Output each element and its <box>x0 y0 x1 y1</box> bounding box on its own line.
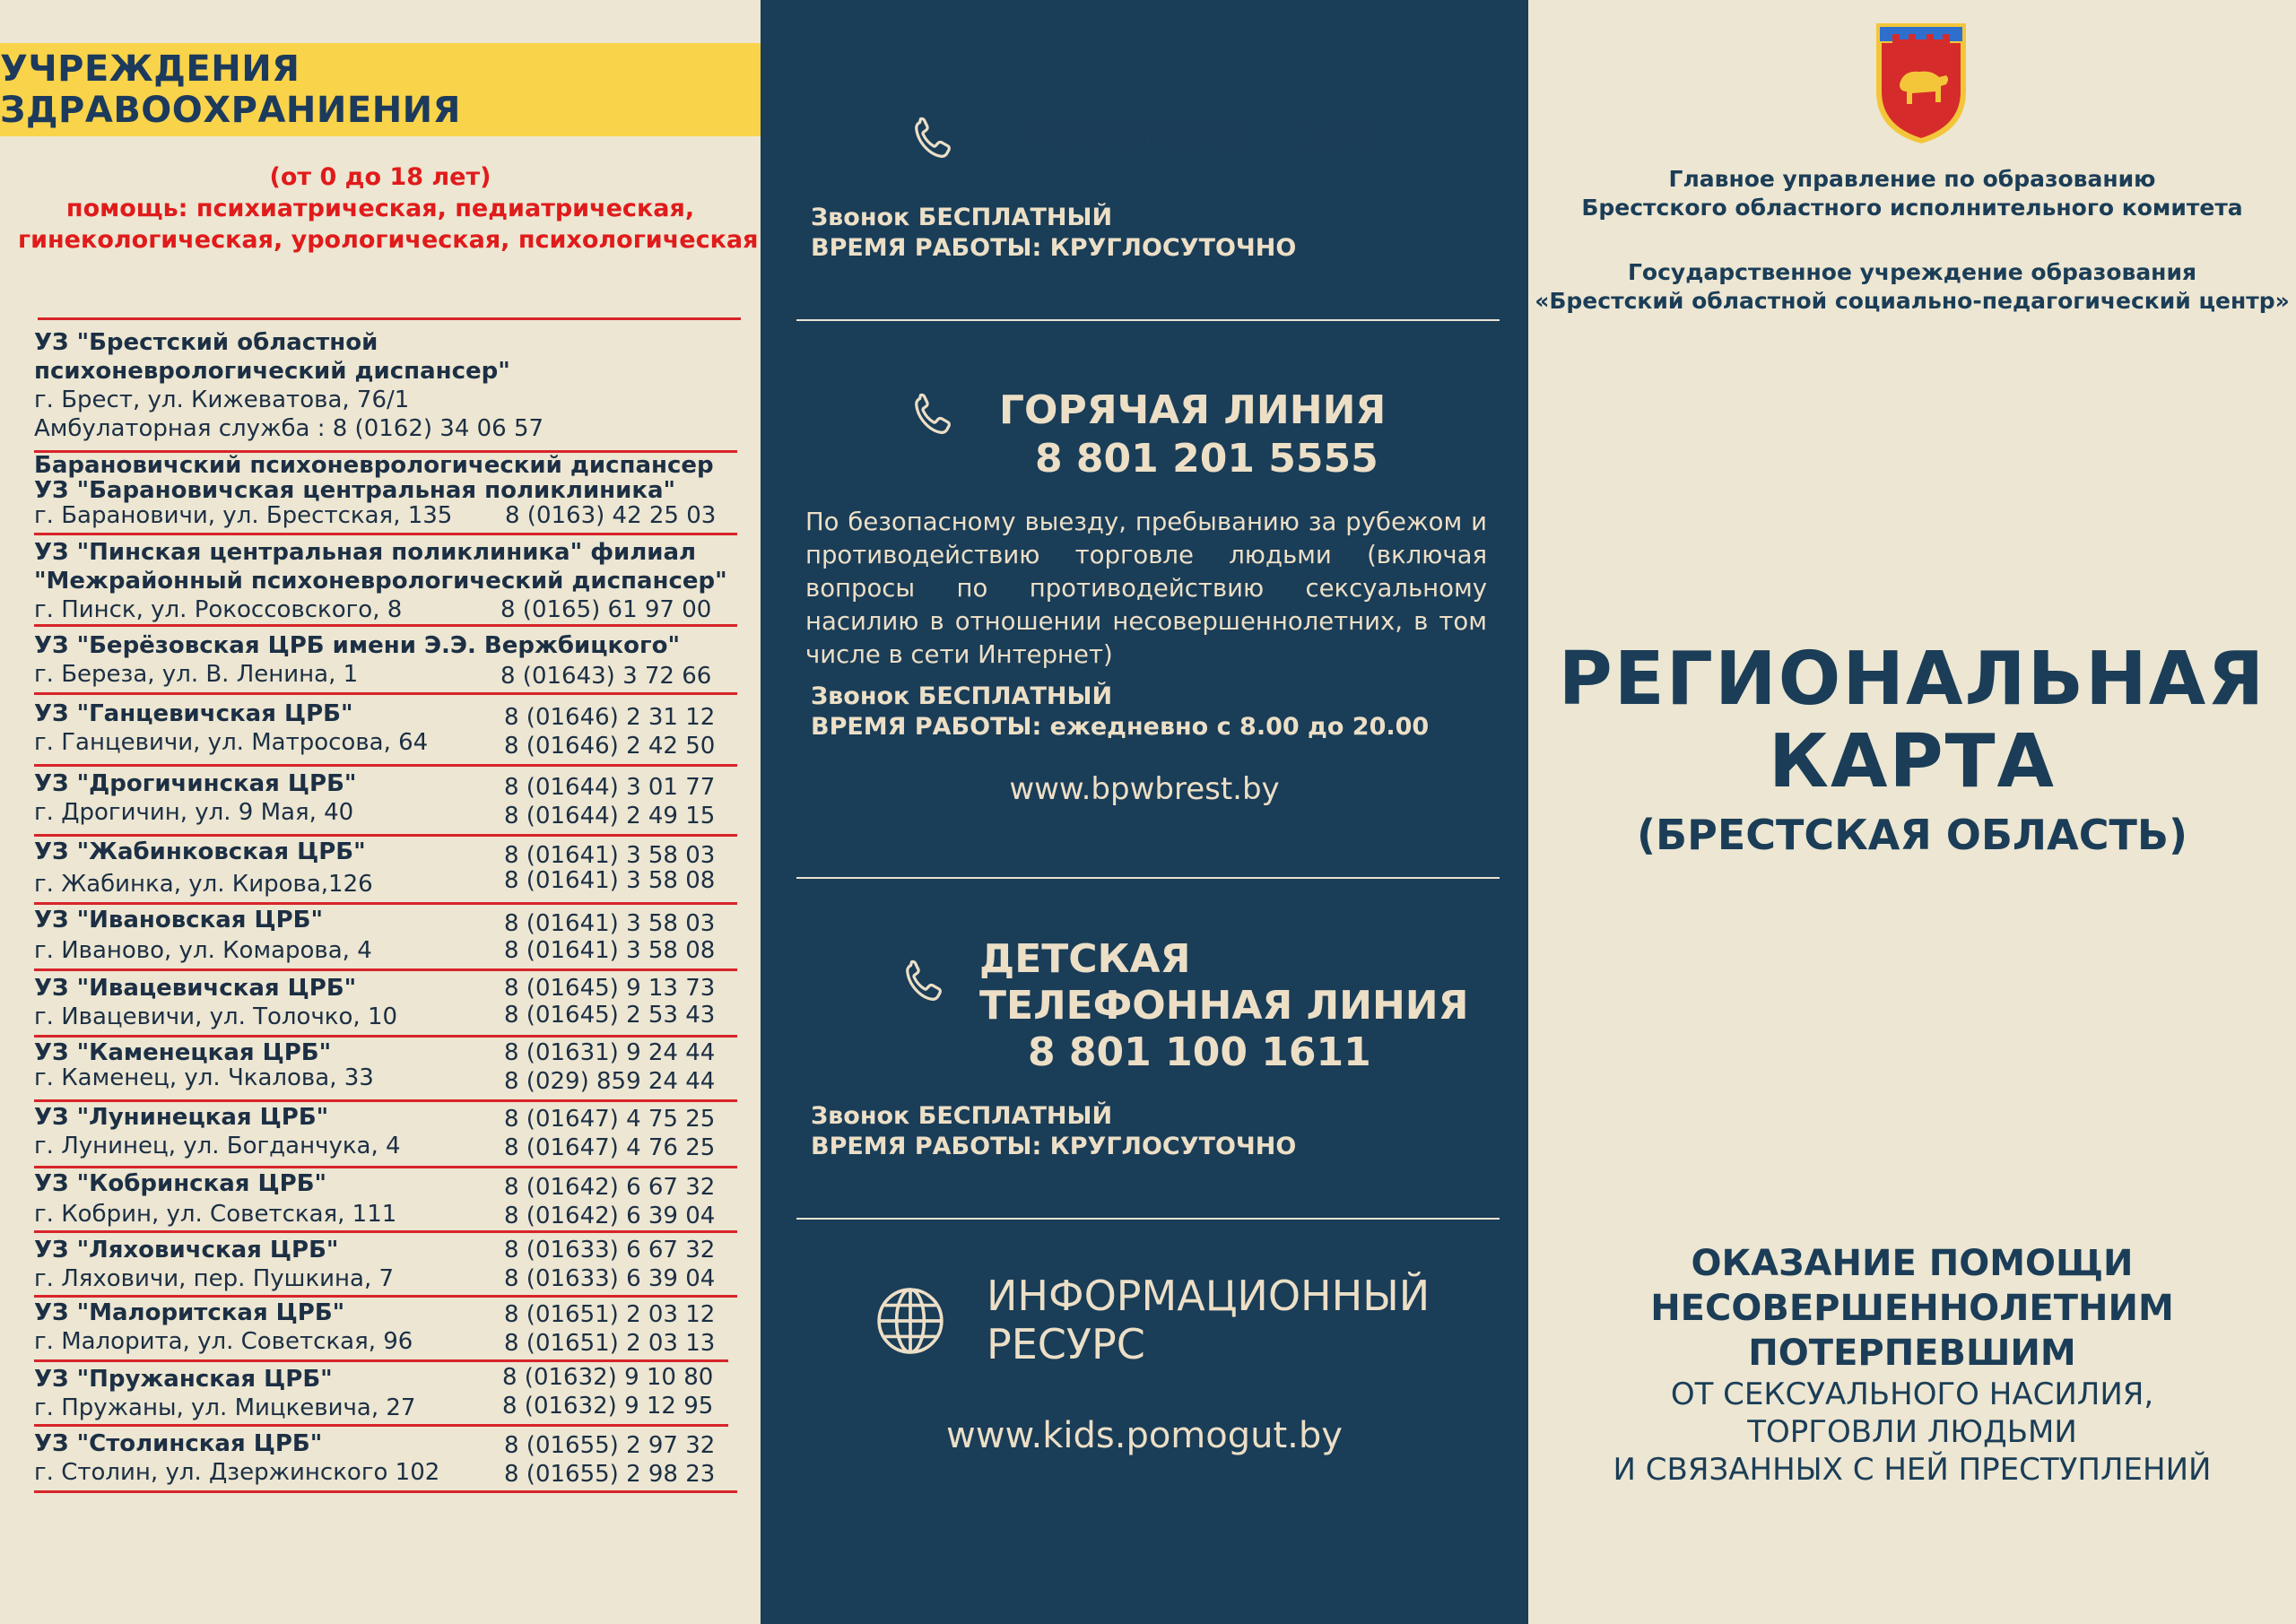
hotline-description: По безопасному выезду, пребыванию за рубежом и противодействию торговле людьми (включая вопросы по противодействию сексуальному насилию в отношении несовершеннолетних, в том числе в сети Интернет) <box>805 508 1487 669</box>
clinic-name: УЗ "Ивацевичская ЦРБ" <box>34 975 357 1002</box>
clinic-phone: 8 (01631) 9 24 44 <box>504 1039 716 1066</box>
clinic-name: "Межрайонный психоневрологический диспансер" <box>34 568 727 595</box>
clinic-address: г. Иваново, ул. Комарова, 4 <box>34 937 372 964</box>
globe-icon <box>874 1284 947 1358</box>
hotline-hours: ВРЕМЯ РАБОТЫ: ежедневно с 8.00 до 20.00 <box>811 713 1430 741</box>
clinic-name: УЗ "Барановичская центральная поликлиника" <box>34 477 676 504</box>
clinic-entry <box>34 769 743 827</box>
clinic-entry <box>34 974 743 1031</box>
info-resource-link[interactable]: www.kids.pomogut.by <box>946 1415 1343 1456</box>
help-heading-line-2: НЕСОВЕРШЕННОЛЕТНИМ <box>1650 1288 2174 1329</box>
clinic-phone: 8 (01632) 9 10 80 <box>502 1364 714 1391</box>
clinic-address: г. Кобрин, ул. Советская, 111 <box>34 1201 397 1228</box>
title-panel <box>1528 0 2296 1624</box>
org-name-2-line-1: Государственное учреждение образования <box>1627 259 2197 285</box>
info-resource-title-2: РЕСУРС <box>987 1320 1145 1368</box>
hotline-number: 8 801 201 5555 <box>1035 436 1378 482</box>
clinic-phone: 8 (01655) 2 98 23 <box>504 1461 716 1488</box>
clinic-list <box>0 0 761 1624</box>
age-note: (от 0 до 18 лет) <box>269 163 491 191</box>
clinic-phone: 8 (01633) 6 67 32 <box>504 1237 716 1264</box>
clinic-phone: 8 (01641) 3 58 03 <box>504 842 716 869</box>
page-title-line-2: КАРТА <box>1769 719 2056 804</box>
info-resource-title <box>987 1272 1430 1368</box>
clinic-address: г. Пинск, ул. Рокоссовского, 8 <box>34 596 403 623</box>
clinic-phone: 8 (01641) 3 58 08 <box>504 937 716 964</box>
clinic-name: УЗ "Каменецкая ЦРБ" <box>34 1039 332 1066</box>
hotlines-panel <box>761 0 1528 1624</box>
clinic-name: УЗ "Берёзовская ЦРБ имени Э.Э. Вержбицкого" <box>34 632 681 659</box>
clinic-entry <box>34 1038 743 1095</box>
help-description-text <box>1528 1376 2296 1489</box>
clinic-address: г. Ивацевичи, ул. Толочко, 10 <box>34 1003 398 1030</box>
help-line-1: помощь: психиатрическая, педиатрическая, <box>65 195 695 222</box>
children-line-info <box>811 1101 1296 1162</box>
clinic-entry <box>34 838 743 899</box>
help-heading <box>1528 1241 2296 1376</box>
help-heading-line-1: ОКАЗАНИЕ ПОМОЩИ <box>1691 1243 2134 1284</box>
children-free-call: Звонок БЕСПЛАТНЫЙ <box>811 1102 1113 1130</box>
clinic-phone: 8 (01641) 3 58 08 <box>504 867 716 894</box>
clinic-phone: 8 (01651) 2 03 12 <box>504 1301 716 1328</box>
clinic-entry <box>34 1365 743 1422</box>
children-line-title-2: ТЕЛЕФОННАЯ ЛИНИЯ <box>979 983 1469 1029</box>
help-line-2: гинекологическая, урологическая, психологическая <box>18 226 759 254</box>
clinic-name: УЗ "Дрогичинская ЦРБ" <box>34 770 357 797</box>
clinic-entry <box>34 1169 743 1229</box>
clinic-phone: 8 (01645) 9 13 73 <box>504 975 716 1002</box>
clinic-name: УЗ "Брестский областной <box>34 329 378 356</box>
divider <box>796 877 1500 879</box>
clinic-phone: 8 (01651) 2 03 13 <box>504 1330 716 1357</box>
clinic-address: г. Ганцевичи, ул. Матросова, 64 <box>34 729 429 756</box>
police-info <box>811 203 1296 264</box>
clinic-phone: 8 (01642) 6 67 32 <box>504 1174 716 1201</box>
page-subtitle: (БРЕСТСКАЯ ОБЛАСТЬ) <box>1637 811 2187 859</box>
clinic-address: г. Барановичи, ул. Брестская, 135 <box>34 502 453 529</box>
clinic-entry <box>34 906 743 965</box>
police-hours: ВРЕМЯ РАБОТЫ: КРУГЛОСУТОЧНО <box>811 234 1297 262</box>
clinic-phone: 8 (01647) 4 75 25 <box>504 1106 716 1133</box>
children-hours: ВРЕМЯ РАБОТЫ: КРУГЛОСУТОЧНО <box>811 1133 1297 1160</box>
divider <box>796 319 1500 321</box>
clinic-entry <box>34 1103 743 1160</box>
clinic-address: г. Ляховичи, пер. Пушкина, 7 <box>34 1265 395 1292</box>
clinic-phone: 8 (01632) 9 12 95 <box>502 1393 714 1420</box>
org-name-2 <box>1528 258 2296 316</box>
divider <box>796 1218 1500 1220</box>
clinic-phone: 8 (0163) 42 25 03 <box>505 502 717 529</box>
page-title <box>1528 638 2296 803</box>
clinic-name: психоневрологический диспансер" <box>34 358 510 385</box>
help-heading-line-3: ПОТЕРПЕВШИМ <box>1748 1333 2076 1374</box>
clinic-address: г. Береза, ул. В. Ленина, 1 <box>34 661 359 688</box>
phone-icon <box>897 954 951 1008</box>
clinic-name: УЗ "Жабинковская ЦРБ" <box>34 838 366 865</box>
org-name-1-line-2: Брестского областного исполнительного комитета <box>1581 195 2243 221</box>
clinic-phone: 8 (029) 859 24 44 <box>504 1068 716 1095</box>
hotline-info <box>811 682 1429 743</box>
phone-icon <box>906 111 960 165</box>
clinic-phone: 8 (01647) 4 76 25 <box>504 1134 716 1161</box>
healthcare-header: УЧРЕЖДЕНИЯ ЗДРАВООХРАНИЕНИЯ <box>0 43 764 136</box>
org-name-1-line-1: Главное управление по образованию <box>1668 166 2156 192</box>
clinic-name: УЗ "Столинская ЦРБ" <box>34 1430 323 1457</box>
clinic-name: УЗ "Лунинецкая ЦРБ" <box>34 1104 329 1131</box>
children-line-number: 8 801 100 1611 <box>1028 1029 1371 1075</box>
clinic-address: г. Каменец, ул. Чкалова, 33 <box>34 1064 374 1091</box>
clinic-name: УЗ "Малоритская ЦРБ" <box>34 1299 345 1326</box>
clinic-address: г. Брест, ул. Кижеватова, 76/1 <box>34 386 410 413</box>
coat-of-arms-emblem <box>1873 20 1970 147</box>
clinic-name: УЗ "Кобринская ЦРБ" <box>34 1170 327 1197</box>
clinic-ambulatory-phone: Амбулаторная служба : 8 (0162) 34 06 57 <box>34 415 544 442</box>
clinic-name: УЗ "Пинская центральная поликлиника" филиал <box>34 539 697 566</box>
clinic-phone: 8 (01642) 6 39 04 <box>504 1203 716 1229</box>
clinic-address: г. Малорита, ул. Советская, 96 <box>34 1328 413 1355</box>
help-text-line-1: ОТ СЕКСУАЛЬНОГО НАСИЛИЯ, <box>1670 1376 2154 1412</box>
org-name-2-line-2: «Брестский областной социально-педагогический центр» <box>1535 288 2290 314</box>
police-free-call: Звонок БЕСПЛАТНЫЙ <box>811 204 1113 231</box>
page-title-line-1: РЕГИОНАЛЬНАЯ <box>1558 637 2266 722</box>
clinic-phone: 8 (01646) 2 31 12 <box>504 704 716 731</box>
clinic-address: г. Дрогичин, ул. 9 Мая, 40 <box>34 799 354 826</box>
clinic-name: УЗ "Ивановская ЦРБ" <box>34 907 324 934</box>
clinic-name: УЗ "Пружанская ЦРБ" <box>34 1366 333 1393</box>
clinic-entry <box>34 1429 743 1487</box>
org-name-1 <box>1528 165 2296 222</box>
clinic-address: г. Лунинец, ул. Богданчука, 4 <box>34 1133 401 1159</box>
police-number: 102 <box>1296 113 1379 159</box>
clinic-entry <box>34 1236 743 1293</box>
clinic-address: г. Столин, ул. Дзержинского 102 <box>34 1459 440 1486</box>
hotline-title: ГОРЯЧАЯ ЛИНИЯ <box>999 387 1387 433</box>
clinic-entry <box>34 1298 743 1356</box>
clinic-entry <box>34 699 743 760</box>
clinic-phone: 8 (01646) 2 42 50 <box>504 733 716 760</box>
clinic-phone: 8 (01641) 3 58 03 <box>504 910 716 937</box>
police-title: МИЛИЦИЯ 102 <box>1017 113 1379 159</box>
clinic-name: УЗ "Ляховичская ЦРБ" <box>34 1237 339 1264</box>
info-resource-title-1: ИНФОРМАЦИОННЫЙ <box>987 1272 1431 1320</box>
hotline-free-call: Звонок БЕСПЛАТНЫЙ <box>811 682 1113 710</box>
clinic-phone: 8 (01644) 3 01 77 <box>504 774 716 801</box>
children-line-title-1: ДЕТСКАЯ <box>979 936 1191 982</box>
clinic-phone: 8 (01645) 2 53 43 <box>504 1002 716 1029</box>
clinic-phone: 8 (0165) 61 97 00 <box>500 596 712 623</box>
clinic-phone: 8 (01633) 6 39 04 <box>504 1265 716 1292</box>
clinic-name: Барановичский психоневрологический диспансер <box>34 452 714 479</box>
clinic-name: УЗ "Ганцевичская ЦРБ" <box>34 700 353 727</box>
clinic-address: г. Пружаны, ул. Мицкевича, 27 <box>34 1394 416 1421</box>
clinic-phone: 8 (01644) 2 49 15 <box>504 803 716 829</box>
help-text-line-3: И СВЯЗАННЫХ С НЕЙ ПРЕСТУПЛЕНИЙ <box>1613 1452 2212 1488</box>
help-text-line-2: ТОРГОВЛИ ЛЮДЬМИ <box>1747 1414 2077 1450</box>
clinic-address: г. Жабинка, ул. Кирова,126 <box>34 871 373 898</box>
phone-icon <box>906 387 960 441</box>
hotline-website-link[interactable]: www.bpwbrest.by <box>1009 771 1280 807</box>
clinic-phone: 8 (01643) 3 72 66 <box>500 663 712 690</box>
clinic-phone: 8 (01655) 2 97 32 <box>504 1432 716 1459</box>
